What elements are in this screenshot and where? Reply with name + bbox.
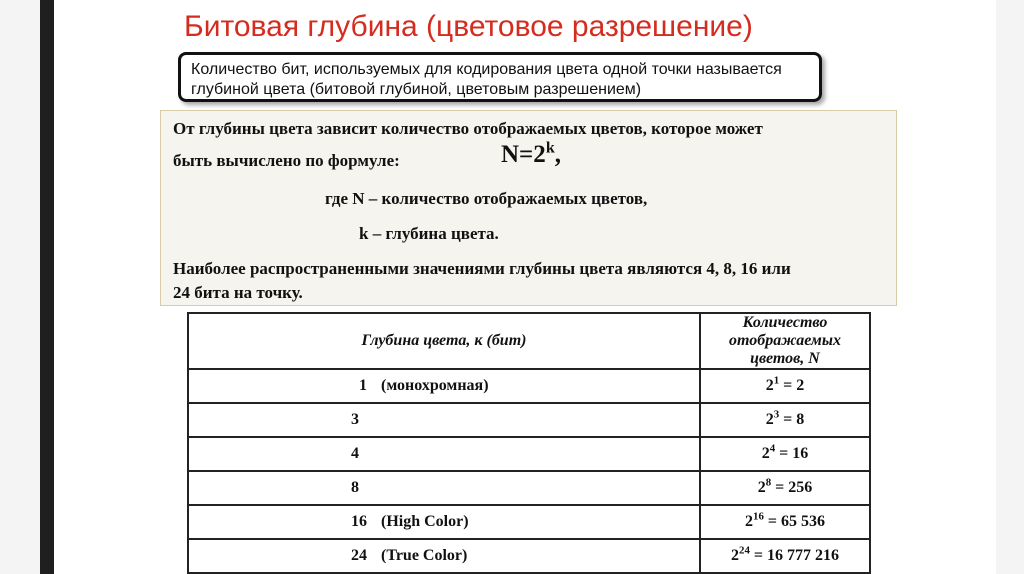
depth-value: 16	[351, 513, 367, 530]
depth-note: (True Color)	[381, 547, 468, 564]
depth-value: 24	[351, 547, 367, 564]
definition-line-1: Количество бит, используемых для кодирования цвета одной точки называется	[191, 61, 782, 78]
power-exponent: 4	[769, 442, 776, 455]
color-count-cell	[700, 471, 870, 505]
power-exponent: 1	[773, 374, 780, 387]
common-values-line-1: Наиболее распространенными значениями глубины цвета являются 4, 8, 16 или	[173, 259, 791, 278]
power-base: 2	[761, 445, 770, 462]
depth-note: (High Color)	[381, 513, 469, 530]
formula-text-line-1: От глубины цвета зависит количество отображаемых цветов, которое может	[173, 119, 763, 138]
formula-tail: ,	[554, 141, 561, 168]
color-count-result: = 16	[775, 445, 809, 462]
table-row	[188, 437, 870, 471]
power-exponent: 3	[773, 408, 780, 421]
table-row	[188, 505, 870, 539]
formula-text-line-2: быть вычислено по формуле:	[173, 151, 400, 170]
right-margin	[996, 0, 1024, 574]
depth-value: 4	[351, 445, 359, 462]
power-exponent: 8	[765, 476, 772, 489]
color-count-result: = 2	[779, 377, 805, 394]
depth-cell	[188, 403, 700, 437]
power-base: 2	[731, 547, 739, 564]
definition-box	[178, 52, 822, 102]
color-count-cell	[700, 369, 870, 403]
depth-value: 1	[359, 377, 367, 394]
power-exponent: 16	[753, 510, 764, 523]
slide-title: Битовая глубина (цветовое разрешение)	[184, 10, 753, 43]
formula-expression	[501, 141, 561, 169]
power-exponent: 24	[739, 544, 750, 557]
color-count-cell	[700, 539, 870, 573]
formula-box	[160, 110, 897, 306]
common-values-line-2: 24 бита на точку.	[173, 283, 303, 302]
left-accent-bar	[40, 0, 54, 574]
table-row	[188, 403, 870, 437]
power-base: 2	[745, 513, 753, 530]
formula-exponent: k	[545, 139, 555, 157]
color-count-result: = 256	[771, 479, 813, 496]
header-color-depth: Глубина цвета, к (бит)	[188, 313, 700, 369]
header-color-count: Количество отображаемых цветов, N	[700, 313, 870, 369]
color-count-cell	[700, 437, 870, 471]
color-count-cell	[700, 403, 870, 437]
table-row	[188, 471, 870, 505]
power-base: 2	[765, 377, 774, 394]
formula-base: N=2	[501, 141, 546, 168]
color-count-result: = 8	[779, 411, 805, 428]
depth-value: 8	[351, 479, 359, 496]
where-n-text: где N – количество отображаемых цветов,	[325, 189, 648, 208]
depth-cell	[188, 505, 700, 539]
depth-cell	[188, 471, 700, 505]
table-row	[188, 369, 870, 403]
depth-cell	[188, 369, 700, 403]
power-base: 2	[757, 479, 766, 496]
power-base: 2	[765, 411, 774, 428]
depth-note: (монохромная)	[381, 377, 489, 394]
color-count-cell	[700, 505, 870, 539]
color-count-result: = 16 777 216	[749, 547, 839, 564]
definition-line-2: глубиной цвета (битовой глубиной, цветовым разрешением)	[191, 81, 642, 98]
where-k-text: k – глубина цвета.	[359, 224, 499, 243]
color-count-result: = 65 536	[763, 513, 825, 530]
table-header-row	[188, 313, 870, 369]
left-margin	[0, 0, 40, 574]
depth-value: 3	[351, 411, 359, 428]
depth-cell	[188, 539, 700, 573]
color-depth-table	[187, 312, 871, 574]
table-row	[188, 539, 870, 573]
depth-cell	[188, 437, 700, 471]
